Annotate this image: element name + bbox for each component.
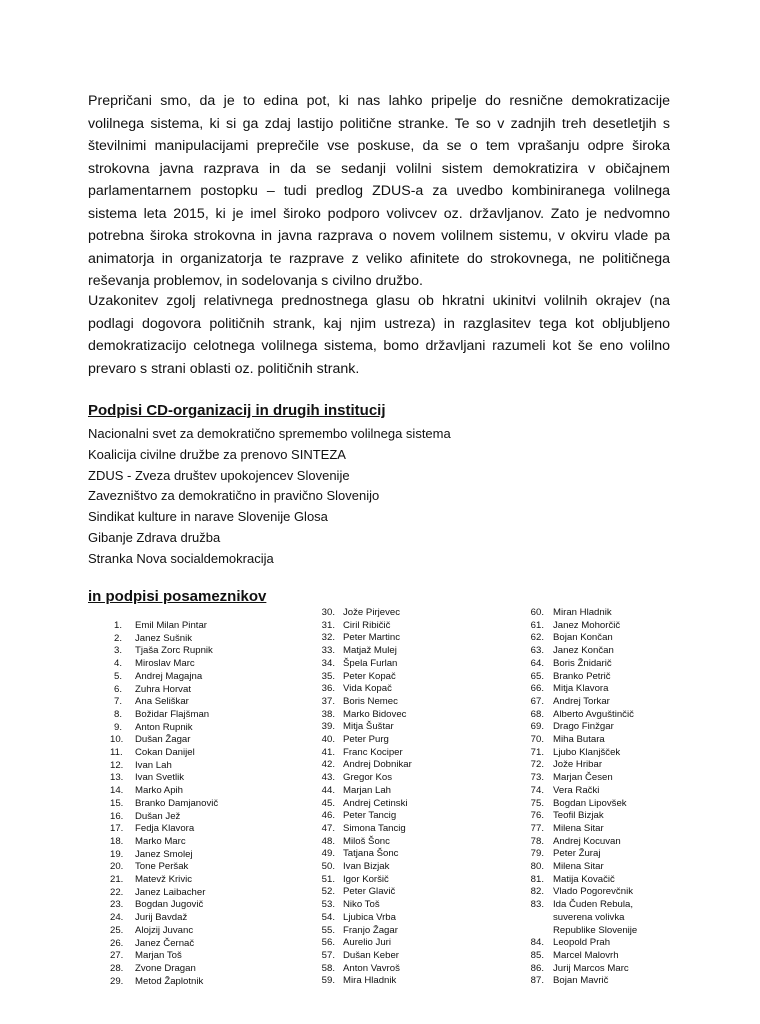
signatory-number: 17. [110,823,124,835]
signatory-number: 81. [530,873,544,885]
signatory-number: 58. [321,962,335,974]
signatory-number: 34. [321,657,335,669]
signatory-number: 28. [110,962,124,974]
signatory-number: 63. [530,645,544,657]
organization-item: Sindikat kulture in narave Slovenije Glosa [88,509,328,525]
signatory-name: Janez Mohorčič [553,619,621,631]
signatory-name: Jože Pirjevec [343,607,401,618]
signatory-number: 61. [530,619,544,631]
signatory-number: 9. [113,721,122,733]
signatory-item [528,848,643,861]
signatory-name: Dušan Jež [135,810,181,822]
signatory-name: Peter Martinc [343,632,401,644]
signatory-name: Tone Peršak [135,861,189,873]
signatory-number: 69. [530,721,544,733]
signatory-name: Mira Hladnik [343,975,397,987]
signatory-name: Miha Butara [553,734,605,746]
signatory-item [318,963,412,976]
signatory-item [318,683,412,696]
signatory-number: 75. [530,797,544,809]
signatory-name: Marjan Lah [343,784,391,796]
signatory-name: Janez Černač [135,937,195,949]
signatory-name: Boris Žnidarič [553,657,612,669]
signatory-item [110,950,218,963]
signatory-item [318,721,412,734]
signatory-name: Bogdan Lipovšek [553,797,627,809]
signatory-item [528,683,643,696]
signatory-number: 21. [110,874,124,886]
signatory-name: Marjan Česen [553,772,613,784]
signatory-name: Milena Sitar [553,861,604,873]
signatory-name: Metod Žaplotnik [135,975,204,987]
signatory-name: Boris Nemec [343,695,398,707]
signatory-number: 60. [530,607,544,618]
signatory-item [110,658,218,671]
signatory-item [110,925,218,938]
warning-paragraph: Uzakonitev zgolj relativnega prednostnega glasu ob hkratni ukinitvi volilnih okrajev (na podlagi dogovora političnih strank, kaj njim ustreza) in razglasitev tega kot obljubljeno demokratizacijo celotnega volilnega sistema, bomo državljani razumeli kot še eno volilno prevaro s strani oblasti oz. političnih strank. [88,293,670,377]
signatory-item [528,632,643,645]
organization-item: Koalicija civilne družbe za prenovo SINTEZA [88,446,346,462]
signatory-name: Andrej Dobnikar [343,759,412,771]
signatory-number: 8. [113,708,122,720]
signatory-name: Peter Kopač [343,670,396,682]
signatory-number: 66. [530,683,544,695]
signatory-name: Peter Tancig [343,810,397,822]
signatory-item [110,899,218,912]
signatory-number: 7. [113,696,122,708]
organizations-list [88,424,451,570]
signatory-name: Zuhra Horvat [135,683,191,695]
signatory-number: 4. [113,658,122,670]
signatory-number: 79. [530,848,544,860]
signatory-number: 30. [321,607,335,618]
signatory-name: Janez Laibacher [135,886,206,898]
signatory-number: 49. [321,848,335,860]
signatory-name: Simona Tancig [343,822,406,834]
signatory-name: Aurelio Juri [343,937,391,949]
signatory-item [528,620,643,633]
signatory-number: 74. [530,784,544,796]
signatory-name: Ciril Ribičič [343,619,391,631]
signatory-item [318,785,412,798]
signatory-item [110,734,218,747]
organization-item: Nacionalni svet za demokratično spremembo volilnega sistema [88,426,451,441]
signatory-item [528,937,643,950]
signatory-number: 5. [113,670,122,682]
signatory-item [318,734,412,747]
signatory-name: Mitja Šuštar [343,721,394,733]
signatory-name: Janez Smolej [135,848,193,860]
signatory-number: 78. [530,835,544,847]
signatory-number: 83. [530,899,544,911]
signatory-name: Ivan Svetlik [135,772,185,784]
signatory-number: 71. [530,746,544,758]
signatory-item [110,760,218,773]
signatory-name: Gregor Kos [343,772,393,784]
signatory-name: Vida Kopač [343,683,392,695]
signatory-name: Mitja Klavora [553,683,609,695]
signatory-name: Anton Vavroš [343,962,400,974]
signatory-item [318,810,412,823]
signatory-item [110,836,218,849]
signatory-item [318,912,412,925]
signatory-number: 12. [110,759,124,771]
signatory-name: Matevž Krivic [135,874,193,886]
signatory-number: 80. [530,861,544,873]
signatory-item [110,938,218,951]
signatory-name: Janez Sušnik [135,632,193,644]
signatory-name: Tjaša Zorc Rupnik [135,645,213,657]
signatory-item [318,874,412,887]
organization-item: Zavezništvo za demokratično in pravično Slovenijo [88,488,380,504]
signatory-item [110,963,218,976]
signatory-item [318,848,412,861]
signatory-number: 20. [110,861,124,873]
signatory-item [110,811,218,824]
signatory-item [110,912,218,925]
signatory-name: Božidar Flajšman [135,708,210,720]
signatory-number: 3. [113,645,122,657]
signatory-name: Alojzij Juvanc [135,924,194,936]
signatory-item [528,798,643,811]
signatory-number: 22. [110,886,124,898]
signatory-name: Jože Hribar [553,759,603,771]
signatory-name: Andrej Magajna [135,670,203,682]
signatory-item [110,798,218,811]
signatory-item [528,810,643,823]
signatory-item [318,658,412,671]
signatory-name: Andrej Cetinski [343,797,408,809]
signatory-number: 53. [321,899,335,911]
signatory-number: 76. [530,810,544,822]
signatory-name: Bojan Končan [553,632,613,644]
signatory-name: Jurij Bavdaž [135,912,188,924]
signatory-number: 29. [110,975,124,987]
signatory-item [110,671,218,684]
signatory-item [318,861,412,874]
signatory-number: 26. [110,937,124,949]
signatory-item [110,645,218,658]
signatory-name: Miran Hladnik [553,607,612,618]
signatory-name: Peter Žuraj [553,848,601,860]
signatory-name: Vera Rački [553,784,600,796]
signatory-item [110,620,218,633]
signatory-number: 57. [321,949,335,961]
signatory-item [110,849,218,862]
organization-item: Gibanje Zdrava družba [88,529,221,545]
signatory-item [528,975,643,988]
signatory-name: Ivan Lah [135,759,172,771]
individuals-heading: in podpisi posameznikov [88,588,267,605]
signatory-item [528,607,643,620]
signatory-name: Branko Petrič [553,670,611,682]
signatory-item [528,734,643,747]
signatory-number: 46. [321,810,335,822]
signatory-item [528,785,643,798]
signatory-item [528,899,643,937]
signatory-item [318,671,412,684]
signatory-name: Marjan Toš [135,950,182,962]
signatory-number: 52. [321,886,335,898]
signatory-number: 54. [321,911,335,923]
signatory-item [528,772,643,785]
signatory-number: 14. [110,785,124,797]
signatory-item [528,836,643,849]
signatory-name: Marcel Malovrh [553,949,619,961]
signatory-item [318,798,412,811]
signatory-number: 45. [321,797,335,809]
signatory-item [318,886,412,899]
signatory-item [110,722,218,735]
signatory-number: 56. [321,937,335,949]
signatory-item [528,645,643,658]
signatory-item [318,759,412,772]
signatory-number: 40. [321,734,335,746]
signatory-number: 16. [110,810,124,822]
signatory-name: Ljubo Klanjšček [553,746,621,758]
signatory-number: 42. [321,759,335,771]
signatory-number: 15. [110,797,124,809]
signatory-item [318,696,412,709]
signatory-item [110,976,218,989]
signatory-number: 72. [530,759,544,771]
signatory-number: 19. [110,848,124,860]
signatory-item [318,645,412,658]
signatory-item [318,747,412,760]
signatory-item [110,887,218,900]
signatory-number: 18. [110,835,124,847]
signatory-number: 44. [321,784,335,796]
signatory-name: Drago Finžgar [553,721,614,733]
signatory-item [318,950,412,963]
signatory-item [528,709,643,722]
signatory-name: Peter Purg [343,734,389,746]
signatory-number: 73. [530,772,544,784]
signatory-item [110,633,218,646]
signatory-number: 48. [321,835,335,847]
signatory-item [318,772,412,785]
signatory-name: Alberto Avguštinčič [553,708,634,720]
signatory-item [528,861,643,874]
signatory-item [528,963,643,976]
signatory-number: 25. [110,924,124,936]
signatory-item [528,886,643,899]
signatory-name: Matjaž Mulej [343,645,397,657]
signatory-name: Igor Koršič [343,873,389,885]
signatory-name: Milena Sitar [553,822,604,834]
signatory-name: Niko Toš [343,899,380,911]
signatory-item [528,696,643,709]
signatory-name: Matija Kovačič [553,873,615,885]
organization-item: Stranka Nova socialdemokracija [88,550,274,566]
signatory-item [110,747,218,760]
signatory-item [528,671,643,684]
signatory-item [110,785,218,798]
signatory-number: 86. [530,962,544,974]
signatory-item [318,709,412,722]
signatory-item [318,899,412,912]
signatory-name: Vlado Pogorevčnik [553,886,633,898]
signatory-item [318,836,412,849]
signatory-number: 59. [321,975,335,987]
signatory-name: Ana Seliškar [135,696,189,708]
signatory-number: 31. [321,619,335,631]
signatory-number: 24. [110,912,124,924]
signatory-number: 85. [530,949,544,961]
signatory-item [318,823,412,836]
signatory-number: 32. [321,632,335,644]
signatory-item [528,874,643,887]
signatory-name: Cokan Danijel [135,747,195,759]
signatory-item [528,721,643,734]
signatory-number: 62. [530,632,544,644]
signatory-item [528,950,643,963]
signatory-name: Franc Kociper [343,746,403,758]
signatory-number: 82. [530,886,544,898]
signatory-item [318,607,412,620]
signatory-number: 50. [321,861,335,873]
signatory-name: Bogdan Jugovič [135,899,204,911]
signatory-name: Franjo Žagar [343,924,398,936]
signatory-name: Ida Čuden Rebula, suverena volivka Republike Slovenije [553,899,638,936]
signatory-item [318,632,412,645]
signatory-name: Branko Damjanovič [135,797,219,809]
signatory-name: Marko Apih [135,785,183,797]
signatory-number: 39. [321,721,335,733]
signatory-name: Leopold Prah [553,937,611,949]
signatory-item [110,772,218,785]
signatory-column-3 [528,607,643,988]
signatory-item [318,925,412,938]
signatory-number: 64. [530,657,544,669]
organizations-heading: Podpisi CD-organizacij in drugih institucij [88,402,386,419]
signatory-name: Teofil Bizjak [553,810,604,822]
signatory-number: 55. [321,924,335,936]
signatory-column-2 [318,607,412,988]
signatory-number: 70. [530,734,544,746]
organization-item: ZDUS - Zveza društev upokojencev Slovenije [88,467,350,483]
signatory-number: 27. [110,950,124,962]
signatory-number: 10. [110,734,124,746]
signatory-name: Andrej Torkar [553,695,610,707]
signatory-name: Andrej Kocuvan [553,835,621,847]
signatory-name: Miloš Šonc [343,835,390,847]
signatory-number: 87. [530,975,544,987]
signatory-item [318,620,412,633]
signatory-item [110,684,218,697]
signatory-item [528,658,643,671]
signatory-name: Fedja Klavora [135,823,195,835]
signatory-name: Peter Glavič [343,886,396,898]
signatory-item [528,759,643,772]
signatory-name: Dušan Žagar [135,734,191,746]
signatory-number: 47. [321,822,335,834]
signatory-name: Tatjana Šonc [343,848,399,860]
signatory-number: 33. [321,645,335,657]
signatory-name: Ivan Bizjak [343,861,390,873]
signatory-item [528,823,643,836]
signatory-name: Marko Bidovec [343,708,407,720]
signatory-item [318,975,412,988]
signatory-number: 35. [321,670,335,682]
signatory-number: 84. [530,937,544,949]
signatory-name: Anton Rupnik [135,721,193,733]
signatory-name: Marko Marc [135,835,186,847]
signatory-item [110,874,218,887]
signatory-number: 43. [321,772,335,784]
signatory-number: 23. [110,899,124,911]
signatory-number: 38. [321,708,335,720]
signatory-name: Janez Končan [553,645,614,657]
signatory-name: Jurij Marcos Marc [553,962,629,974]
signatory-number: 68. [530,708,544,720]
signatory-item [110,861,218,874]
signatory-name: Ljubica Vrba [343,911,396,923]
signatory-number: 37. [321,695,335,707]
signatory-item [528,747,643,760]
signatory-name: Špela Furlan [343,657,398,669]
signatory-number: 36. [321,683,335,695]
signatory-name: Emil Milan Pintar [135,620,207,631]
signatory-item [110,696,218,709]
signatory-number: 1. [113,620,122,631]
signatory-name: Miroslav Marc [135,658,195,670]
signatory-number: 13. [110,772,124,784]
signatory-number: 41. [321,746,335,758]
signatory-number: 11. [110,747,123,759]
signatory-name: Zvone Dragan [135,962,196,974]
signatory-name: Dušan Keber [343,949,399,961]
intro-paragraph: Prepričani smo, da je to edina pot, ki nas lahko pripelje do resnične demokratizacije volilnega sistema, ki si ga zdaj lastijo politične stranke. Te so v zadnjih treh desetletjih s številnimi manipulacijami preprečile vse poskuse, da se o tem vprašanju odpre široka strokovna javna razprava in da se sedanji volilni sistem demokratizira v običajnem parlamentarnem postopku – tudi predlog ZDUS-a za uvedbo kombiniranega volilnega sistema leta 2015, ki je imel široko podporo volivcev oz. državljanov. Zato je nedvomno potrebna široka strokovna in javna razprava o novem volilnem sistemu, v okviru vlade pa animatorja in organizatorja te razprave z veliko afinitete do strokovnega, ne političnega reševanja problemov, in sodelovanja s civilno družbo. [88,93,670,289]
signatory-item [110,709,218,722]
signatory-item [110,823,218,836]
signatory-number: 6. [113,683,122,695]
signatory-number: 77. [530,822,544,834]
signatory-number: 67. [530,695,544,707]
signatory-column-1 [110,620,218,988]
signatory-number: 2. [113,632,122,644]
signatory-number: 65. [530,670,544,682]
signatory-name: Bojan Mavrič [553,975,609,987]
signatory-item [318,937,412,950]
signatory-number: 51. [321,873,335,885]
